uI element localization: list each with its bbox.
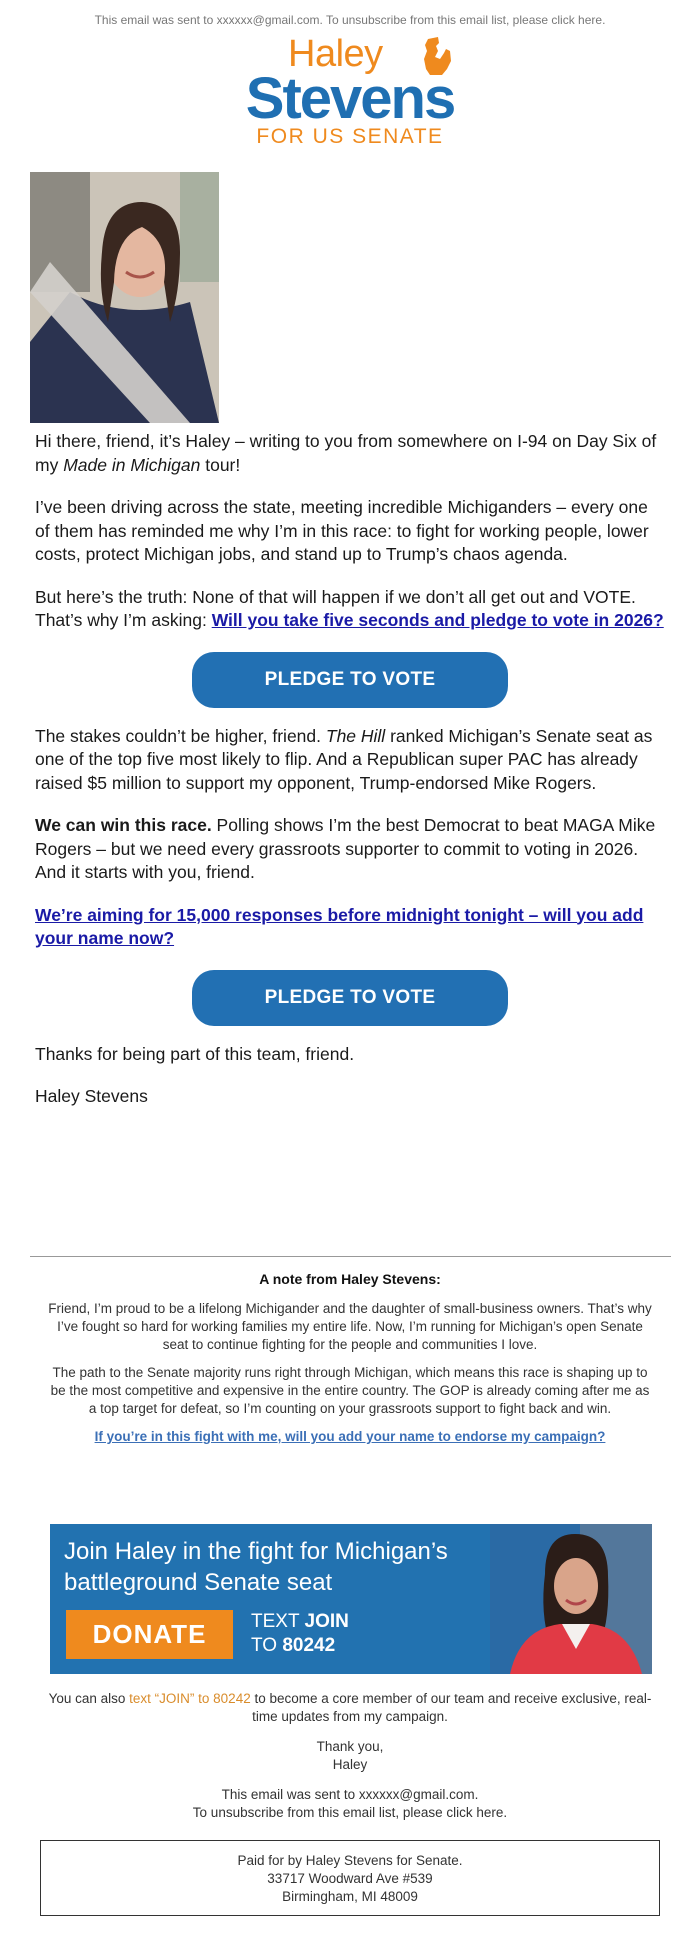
haley-selfie-photo (30, 172, 219, 423)
pledge-link[interactable]: Will you take five seconds and pledge to vote in 2026? (211, 610, 664, 630)
goal-paragraph (35, 904, 665, 951)
driving-paragraph: I’ve been driving across the state, meeting incredible Michiganders – every one of them has reminded me why I’m in this race: to fight for working people, lower costs, protect Michigan jobs, and stand up to Trump’s chaos agenda. (35, 497, 649, 564)
after-banner-section (45, 1690, 655, 1834)
preheader-unsubscribe-text[interactable]: This email was sent to xxxxxx@gmail.com. To unsubscribe from this email list, please click here. (94, 13, 606, 27)
note-paragraph-2: The path to the Senate majority runs right through Michigan, which means this race is shaping up to be the most competitive and expensive in the entire country. The GOP is already coming after me as a top target for defeat, so I’m counting on your grassroots support to fight back and win. (50, 1365, 650, 1416)
haley-portrait (490, 1524, 652, 1674)
note-from-haley (45, 1270, 655, 1456)
signature: Haley Stevens (35, 1086, 148, 1106)
thanks-paragraph: Thanks for being part of this team, friend. (35, 1043, 355, 1064)
responses-goal-link[interactable]: We’re aiming for 15,000 responses before midnight tonight – will you add your name now? (35, 904, 644, 948)
truth-paragraph: But here’s the truth: None of that will happen if we don’t all get out and VOTE. That’s why I’m asking: Will you take five seconds and pledge to vote in 2026? (35, 586, 664, 630)
logo-subtitle: FOR US SENATE (256, 125, 444, 148)
intro-paragraph: Hi there, friend, it’s Haley – writing to you from somewhere on I-94 on Day Six of my Made in Michigan tour! (35, 431, 657, 475)
paid-for-disclaimer: Paid for by Haley Stevens for Senate. 33717 Woodward Ave #539 Birmingham, MI 48009 (40, 1840, 660, 1916)
section-divider (30, 1256, 671, 1257)
campaign-logo (220, 33, 480, 148)
donate-banner[interactable] (50, 1524, 652, 1674)
note-paragraph-1: Friend, I’m proud to be a lifelong Michigander and the daughter of small-business owners. That’s why I’ve fought so hard for working families my entire life. Now, I’m running for Michigan’s open Senate seat to continue fighting for the people and communities I love. (48, 1301, 652, 1352)
logo-last-name: Stevens (245, 66, 455, 131)
text-join-instructions: TEXT JOIN TO 80242 (251, 1611, 349, 1656)
stakes-paragraph: The stakes couldn’t be higher, friend. The Hill ranked Michigan’s Senate seat as one of the top five most likely to flip. And a Republican super PAC has already raised $5 million to support my opponent, Trump-endorsed Mike Rogers. (35, 725, 653, 793)
pledge-to-vote-button-2[interactable]: PLEDGE TO VOTE (192, 970, 508, 1026)
closing: Thank you, Haley (316, 1739, 384, 1772)
text-join-link[interactable]: text “JOIN” to 80242 (129, 1691, 251, 1706)
win-paragraph: We can win this race. Polling shows I’m the best Democrat to beat MAGA Mike Rogers – but we need every grassroots supporter to commit to voting in 2026. And it starts with you, friend. (35, 815, 656, 882)
pledge-to-vote-button[interactable]: PLEDGE TO VOTE (192, 652, 508, 708)
endorse-campaign-link[interactable]: If you’re in this fight with me, will you add your name to endorse my campaign? (94, 1429, 606, 1444)
donate-button[interactable]: DONATE (66, 1610, 233, 1659)
banner-headline: Join Haley in the fight for Michigan’s battleground Senate seat (64, 1538, 448, 1596)
email-body (35, 430, 665, 1128)
logo-first-name: Haley (288, 33, 383, 75)
note-title: A note from Haley Stevens: (259, 1271, 441, 1287)
sent-notice: This email was sent to xxxxxx@gmail.com. To unsubscribe from this email list, please click here. (192, 1787, 508, 1820)
unsubscribe-link[interactable]: To unsubscribe from this email list, please click here. (192, 1805, 508, 1820)
text-join-paragraph: You can also text “JOIN” to 80242 to become a core member of our team and receive exclusive, real-time updates from my campaign. (48, 1691, 652, 1724)
